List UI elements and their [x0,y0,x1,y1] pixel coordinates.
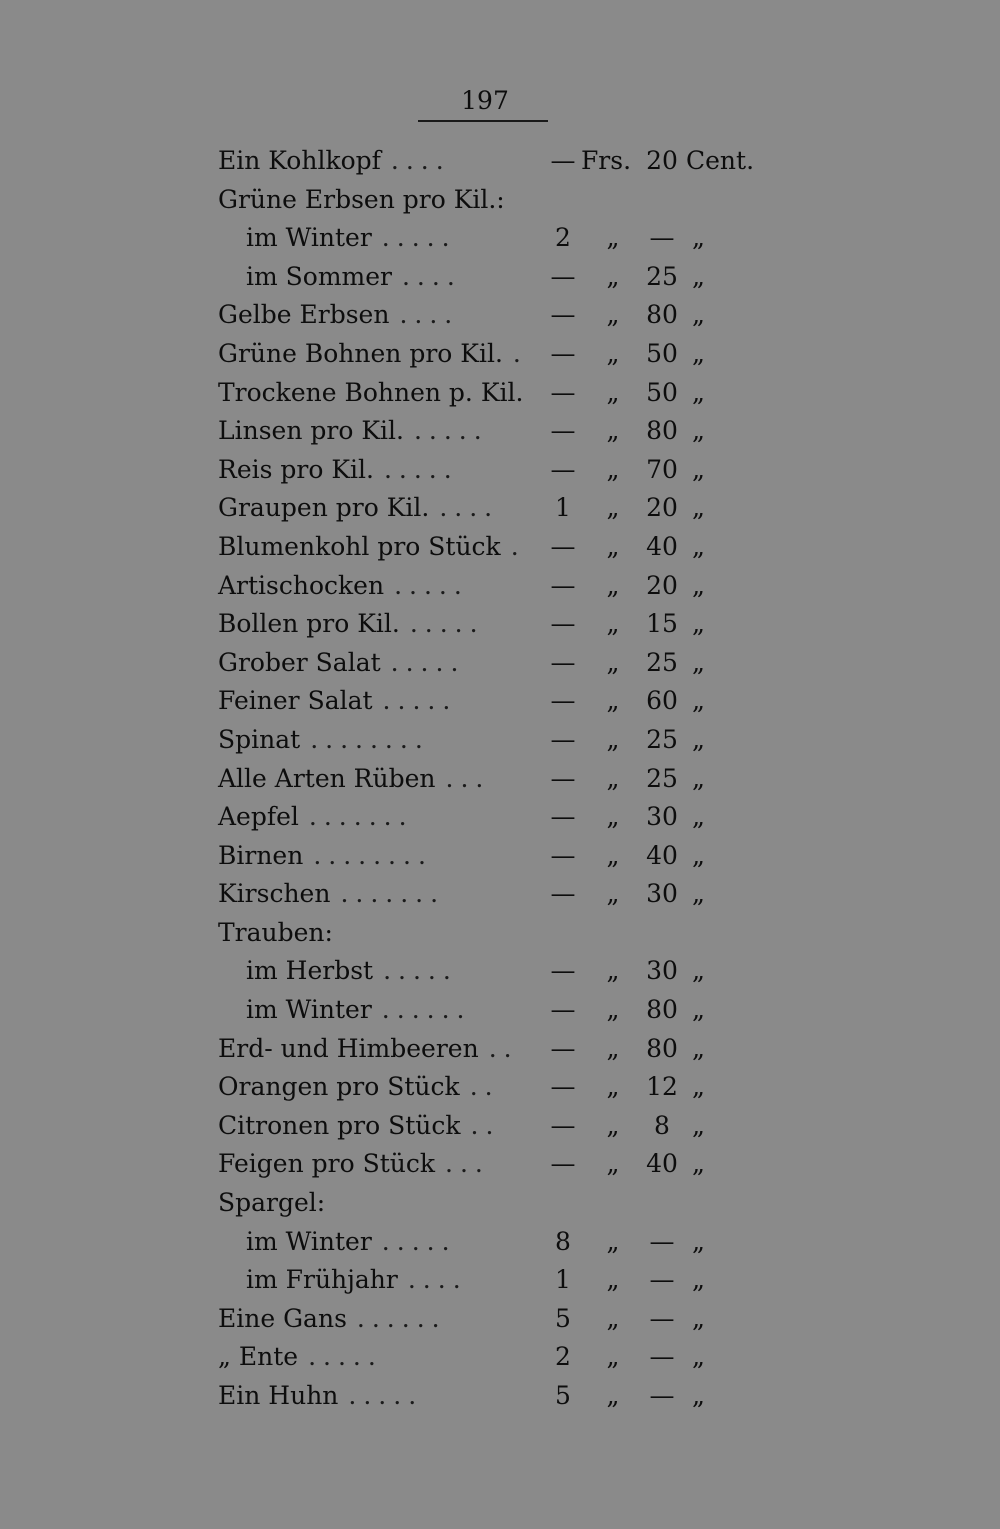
item-name [218,489,499,527]
price-row [0,682,1000,721]
francs-unit: „ [606,1342,620,1372]
item-label: Birnen [218,840,304,870]
francs-value: — [550,1072,576,1102]
item-label: Grüne Erbsen pro Kil.: [218,184,505,214]
dot-leader: . [512,338,528,368]
cents-value: — [649,1265,675,1295]
dot-leader: ..... [383,956,458,986]
francs-unit: „ [606,840,620,870]
francs-value: — [550,1033,576,1063]
cents-value: 40 [646,531,678,561]
francs-value: — [550,956,576,986]
item-label: Spinat [218,724,301,754]
francs-value: 5 [555,1303,571,1333]
item-label: Ein Kohlkopf [218,146,381,175]
cents-value: — [649,1303,675,1333]
cents-value: 12 [646,1072,678,1102]
item-label: Gelbe Erbsen [218,300,390,330]
item-name [246,952,458,990]
francs-value: — [550,261,576,291]
francs-value: — [550,416,576,446]
francs-unit: „ [606,1110,620,1140]
francs-value: — [550,531,576,561]
dot-leader: .... [407,1265,468,1295]
cents-unit: „ [692,802,705,832]
item-label: Bollen pro Kil. [218,609,400,639]
dot-leader: ........ [313,840,433,870]
dot-leader: ...... [356,1303,447,1333]
francs-unit: „ [606,493,620,523]
cents-value: — [649,1381,675,1410]
item-name [218,1145,490,1183]
item-label: Citronen pro Stück [218,1110,461,1140]
item-name [218,605,485,643]
francs-value: — [550,454,576,484]
cents-unit: „ [692,454,705,484]
francs-unit: „ [606,1226,620,1256]
item-name [218,1107,500,1145]
item-label: Spargel: [218,1188,326,1218]
cents-unit: „ [692,223,705,253]
francs-unit: „ [606,531,620,561]
dot-leader: ....... [340,879,446,909]
francs-unit: „ [606,1149,620,1179]
item-name [218,837,433,875]
item-label: Artischocken [218,570,385,600]
price-row [0,142,1000,181]
price-row [0,1184,1000,1223]
cents-value: 80 [646,300,678,330]
francs-unit: Frs. [580,146,632,175]
francs-value: 1 [555,1265,571,1295]
francs-value: — [550,570,576,600]
price-row [0,528,1000,567]
price-row [0,952,1000,991]
cents-unit: „ [692,416,705,446]
francs-value: — [550,1110,576,1140]
item-name [218,528,526,566]
cents-unit: „ [692,763,705,793]
francs-unit: „ [606,223,620,253]
cents-value: 30 [646,802,678,832]
cents-unit: „ [692,1110,705,1140]
cents-unit: „ [692,879,705,909]
item-name [218,760,490,798]
cents-unit: „ [692,338,705,368]
francs-unit: „ [606,300,620,330]
francs-unit: „ [606,1265,620,1295]
cents-unit: „ [692,995,705,1025]
dot-leader: ... [445,1149,490,1179]
cents-value: 15 [646,609,678,639]
cents-value: 30 [646,879,678,909]
item-name [218,335,528,373]
item-label: Feigen pro Stück [218,1149,435,1179]
francs-unit: „ [606,879,620,909]
francs-value: 5 [555,1381,571,1410]
cents-value: 70 [646,454,678,484]
price-row [0,258,1000,297]
francs-value: 1 [555,493,571,523]
item-label: Ein Huhn [218,1381,339,1410]
item-label: im Winter [246,1226,372,1256]
item-label: Feiner Salat [218,686,373,716]
item-name [246,258,462,296]
item-name [218,1184,335,1222]
price-row [0,412,1000,451]
item-name [218,682,457,720]
item-name [218,1068,500,1106]
dot-leader: ..... [382,686,458,716]
cents-value: — [649,1342,675,1372]
cents-value: 80 [646,995,678,1025]
cents-value: 20 [646,493,678,523]
dot-leader: ..... [381,223,457,253]
cents-value: 20 [646,570,678,600]
price-row [0,1261,1000,1300]
francs-value: — [550,300,576,330]
cents-value: 25 [646,261,678,291]
item-name [218,296,459,334]
francs-unit: „ [606,338,620,368]
item-label: Aepfel [218,802,299,832]
francs-unit: „ [606,647,620,677]
cents-unit: „ [692,377,705,407]
item-name [218,875,445,913]
francs-value: — [550,146,576,175]
cents-unit: „ [692,1149,705,1179]
item-name [218,412,489,450]
price-row [0,1030,1000,1069]
item-name [218,1030,519,1068]
cents-value: 40 [646,840,678,870]
item-name [246,1261,468,1299]
item-label: Alle Arten Rüben [218,763,436,793]
price-row [0,451,1000,490]
dot-leader: ........ [310,724,430,754]
cents-value: 25 [646,763,678,793]
cents-value: 25 [646,647,678,677]
cents-unit: „ [692,570,705,600]
item-name [218,721,430,759]
francs-unit: „ [606,416,620,446]
item-label: im Frühjahr [246,1265,398,1295]
item-name [218,1338,383,1376]
dot-leader: ...... [381,995,472,1025]
price-row [0,181,1000,220]
item-label: im Winter [246,223,372,253]
francs-unit: „ [606,609,620,639]
francs-unit: „ [606,1381,620,1410]
cents-value: 40 [646,1149,678,1179]
item-name [246,991,471,1029]
francs-unit: „ [606,454,620,484]
item-label: „ Ente [218,1342,299,1372]
dot-leader: .... [401,261,462,291]
dot-leader: .... [439,493,500,523]
item-label: Graupen pro Kil. [218,493,430,523]
cents-unit: „ [692,493,705,523]
item-label: Trauben: [218,917,333,947]
francs-value: — [550,686,576,716]
item-label: Orangen pro Stück [218,1072,460,1102]
dot-leader: ..... [390,647,466,677]
francs-unit: „ [606,686,620,716]
francs-unit: „ [606,1303,620,1333]
item-label: Grober Salat [218,647,381,677]
dot-leader: ..... [409,609,485,639]
francs-value: — [550,647,576,677]
price-row [0,760,1000,799]
item-name [218,374,533,412]
cents-unit: „ [692,956,705,986]
item-name [218,1377,423,1415]
cents-value: 80 [646,416,678,446]
francs-unit: „ [606,995,620,1025]
dot-leader: .... [390,146,451,175]
price-row [0,605,1000,644]
dot-leader: ..... [348,1381,424,1410]
dot-leader: .. [488,1033,519,1063]
cents-unit: „ [692,1072,705,1102]
dot-leader: ..... [394,570,469,600]
francs-unit: „ [606,261,620,291]
francs-unit: „ [606,377,620,407]
cents-unit: „ [692,1226,705,1256]
price-row [0,1068,1000,1107]
dot-leader: . [510,531,526,561]
item-label: Erd- und Himbeeren [218,1033,479,1063]
francs-value: — [550,840,576,870]
price-row [0,335,1000,374]
dot-leader: ..... [383,454,459,484]
francs-value: — [550,1149,576,1179]
dot-leader: .. [469,1072,500,1102]
cents-unit: „ [692,1033,705,1063]
cents-unit: Cent. [686,146,755,175]
item-name [218,142,451,180]
item-name [218,914,343,952]
cents-unit: „ [692,300,705,330]
francs-value: 2 [555,223,571,253]
price-row [0,567,1000,606]
francs-value: — [550,763,576,793]
item-label: Linsen pro Kil. [218,416,404,446]
cents-unit: „ [692,1265,705,1295]
item-name [218,644,465,682]
francs-value: 2 [555,1342,571,1372]
francs-value: — [550,377,576,407]
francs-unit: „ [606,956,620,986]
francs-unit: „ [606,570,620,600]
cents-value: — [649,1226,675,1256]
cents-unit: „ [692,647,705,677]
price-row [0,1223,1000,1262]
item-label: im Herbst [246,956,374,986]
price-row [0,991,1000,1030]
dot-leader: .... [399,300,460,330]
price-table [0,142,1000,1416]
dot-leader: ..... [413,416,489,446]
cents-value: — [649,223,675,253]
francs-unit: „ [606,1033,620,1063]
price-row [0,1145,1000,1184]
cents-unit: „ [692,1303,705,1333]
dot-leader: ..... [381,1226,457,1256]
cents-value: 8 [654,1110,670,1140]
dot-leader: .. [470,1110,501,1140]
price-row [0,837,1000,876]
francs-value: — [550,995,576,1025]
cents-unit: „ [692,686,705,716]
price-row [0,489,1000,528]
cents-value: 60 [646,686,678,716]
price-row [0,374,1000,413]
francs-value: — [550,609,576,639]
francs-unit: „ [606,1072,620,1102]
francs-unit: „ [606,724,620,754]
francs-value: — [550,724,576,754]
cents-value: 50 [646,377,678,407]
item-label: Reis pro Kil. [218,454,374,484]
francs-value: 8 [555,1226,571,1256]
price-row [0,914,1000,953]
price-row [0,219,1000,258]
price-row [0,875,1000,914]
item-label: im Winter [246,995,372,1025]
cents-value: 20 [646,146,678,175]
price-row [0,1338,1000,1377]
price-row [0,1300,1000,1339]
item-label: Blumenkohl pro Stück [218,531,501,561]
francs-unit: „ [606,763,620,793]
cents-value: 50 [646,338,678,368]
dot-leader: ... [445,763,491,793]
item-name [246,1223,457,1261]
francs-value: — [550,338,576,368]
item-label: Kirschen [218,879,331,909]
page-number: 197 [461,86,509,115]
price-row [0,296,1000,335]
item-label: Grüne Bohnen pro Kil. [218,338,503,368]
item-name [218,1300,447,1338]
dot-leader: ..... [308,1342,383,1372]
cents-unit: „ [692,840,705,870]
item-name [218,451,459,489]
cents-value: 80 [646,1033,678,1063]
price-row [0,798,1000,837]
cents-value: 30 [646,956,678,986]
item-name [218,798,414,836]
francs-value: — [550,802,576,832]
cents-value: 25 [646,724,678,754]
item-name [218,567,469,605]
francs-unit: „ [606,802,620,832]
item-name [246,219,457,257]
price-row [0,644,1000,683]
item-label: Eine Gans [218,1303,347,1333]
cents-unit: „ [692,261,705,291]
francs-value: — [550,879,576,909]
cents-unit: „ [692,531,705,561]
price-row [0,1107,1000,1146]
item-label: Trockene Bohnen p. Kil. [218,377,524,407]
item-label: im Sommer [246,261,392,291]
cents-unit: „ [692,1342,705,1372]
header-rule [418,120,548,122]
cents-unit: „ [692,1381,705,1410]
item-name [218,181,515,219]
cents-unit: „ [692,609,705,639]
price-row [0,1377,1000,1416]
dot-leader: ....... [308,802,414,832]
cents-unit: „ [692,724,705,754]
price-row [0,721,1000,760]
